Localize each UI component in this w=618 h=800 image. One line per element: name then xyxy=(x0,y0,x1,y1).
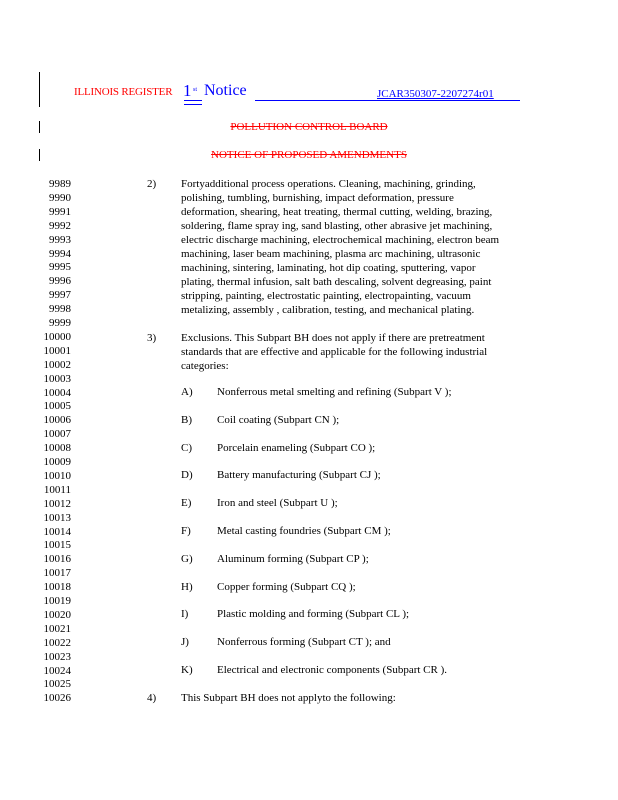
line-number: 10002 xyxy=(43,358,71,371)
line-number: 10015 xyxy=(43,539,71,552)
text-line: deformation, shearing, heat treating, thermal cutting, welding, brazing, xyxy=(181,206,493,218)
subitem-text: Battery manufacturing (Subpart CJ ); xyxy=(217,469,381,482)
line-number: 10008 xyxy=(43,442,71,455)
line-number: 10016 xyxy=(43,553,71,566)
line-number: 9996 xyxy=(49,275,71,288)
line-number: 9995 xyxy=(49,261,71,274)
text-line: polishing, tumbling, burnishing, impact deformation, pressure xyxy=(181,192,454,204)
line-number: 9998 xyxy=(49,303,71,316)
line-number: 10000 xyxy=(43,330,71,343)
line-number: 10024 xyxy=(43,664,71,677)
text-line: machining, laser beam machining, plasma arc machining, ultrasonic xyxy=(181,248,481,260)
text-line: machining, sintering, laminating, hot dip coating, sputtering, vapor xyxy=(181,262,476,274)
line-number: 10005 xyxy=(43,400,71,413)
text-line: metalizing, assembly , calibration, testing, and mechanical plating. xyxy=(181,304,475,316)
line-number: 10017 xyxy=(43,567,71,580)
subitem-label: J) xyxy=(181,636,189,649)
agency-title: POLLUTION CONTROL BOARD xyxy=(230,121,388,133)
line-number: 9989 xyxy=(49,178,71,190)
subitem-text: Aluminum forming (Subpart CP ); xyxy=(217,552,369,565)
notice-label: Notice xyxy=(204,82,247,99)
subitem-label: F) xyxy=(181,525,191,537)
margin-change-bar xyxy=(39,72,40,107)
item-4-label: 4) xyxy=(147,692,157,704)
line-number: 10013 xyxy=(43,511,71,524)
line-number: 10004 xyxy=(43,386,71,399)
header-underline xyxy=(184,104,202,105)
line-number: 9993 xyxy=(49,233,71,246)
text-line: soldering, flame spray ing, sand blasting, other abrasive jet machining, xyxy=(181,220,493,232)
text-line: categories: xyxy=(181,360,229,372)
line-number: 10022 xyxy=(43,636,71,649)
line-number: 9999 xyxy=(49,317,71,329)
text-line: plating, thermal infusion, salt bath descaling, solvent degreasing, paint xyxy=(181,276,492,288)
issue-number: 1 xyxy=(183,81,192,100)
subitem-label: A) xyxy=(181,386,193,398)
item-3-text xyxy=(181,331,526,373)
line-number: 10003 xyxy=(43,372,71,385)
line-number: 9997 xyxy=(49,289,71,302)
subitem-label: C) xyxy=(181,441,192,454)
item-3-label: 3) xyxy=(147,332,157,344)
line-number: 10023 xyxy=(43,650,71,663)
subitem-label: G) xyxy=(181,552,193,565)
subitem-text: Copper forming (Subpart CQ ); xyxy=(217,580,356,593)
subitem-text: Plastic molding and forming (Subpart CL ); xyxy=(217,608,410,621)
text-line: Fortyadditional process operations. Cleaning, machining, grinding, xyxy=(181,178,476,190)
item-2-label: 2) xyxy=(147,178,157,190)
line-number: 10019 xyxy=(43,595,71,607)
subitem-text: Porcelain enameling (Subpart CO ); xyxy=(217,441,376,454)
line-number: 10012 xyxy=(43,497,71,510)
header-underline xyxy=(184,100,202,101)
subitem-label: H) xyxy=(181,580,193,593)
subitem-text: Iron and steel (Subpart U ); xyxy=(217,497,338,510)
line-number: 10020 xyxy=(43,608,71,621)
text-line: standards that are effective and applicable for the following industrial xyxy=(181,346,488,358)
line-number: 10007 xyxy=(43,428,71,441)
header-rule xyxy=(255,100,520,101)
line-number: 10011 xyxy=(43,483,71,496)
line-number: 9991 xyxy=(49,205,71,218)
text-line: Exclusions. This Subpart BH does not apply if there are pretreatment xyxy=(181,332,485,344)
subitem-label: B) xyxy=(181,413,192,426)
line-number: 9992 xyxy=(49,219,71,232)
line-number: 10006 xyxy=(43,414,71,427)
text-line: electric discharge machining, electrochemical machining, electron beam xyxy=(181,234,500,246)
line-number: 10001 xyxy=(43,344,71,357)
line-number: 10009 xyxy=(43,456,71,468)
subitem-label: K) xyxy=(181,664,193,676)
line-number: 10025 xyxy=(43,678,71,691)
subitem-label: I) xyxy=(181,608,189,621)
line-number: 10010 xyxy=(43,469,71,482)
register-title: ILLINOIS REGISTER xyxy=(74,86,173,98)
notice-title: NOTICE OF PROPOSED AMENDMENTS xyxy=(211,149,407,161)
subitem-text: Nonferrous forming (Subpart CT ); and xyxy=(217,636,391,649)
jcar-code: JCAR350307-2207274r01 xyxy=(377,88,494,100)
subitem-label: E) xyxy=(181,497,192,510)
item-2-text xyxy=(181,177,526,317)
line-number: 10018 xyxy=(43,581,71,594)
subitem-text: Electrical and electronic components (Subpart CR ). xyxy=(217,664,448,676)
text-line: stripping, painting, electrostatic painting, electropainting, vacuum xyxy=(181,290,471,302)
line-number: 10014 xyxy=(43,525,71,538)
line-number: 10026 xyxy=(43,692,71,705)
line-number: 10021 xyxy=(43,622,71,635)
subitem-text: Nonferrous metal smelting and refining (Subpart V ); xyxy=(217,386,452,398)
subitem-text: Metal casting foundries (Subpart CM ); xyxy=(217,525,391,537)
subitem-text: Coil coating (Subpart CN ); xyxy=(217,413,340,426)
line-number: 9994 xyxy=(49,247,71,260)
issue-superscript: st xyxy=(193,87,198,93)
item-4-text: This Subpart BH does not applyto the following: xyxy=(181,692,396,704)
line-number: 9990 xyxy=(49,191,71,204)
subitem-label: D) xyxy=(181,469,193,482)
